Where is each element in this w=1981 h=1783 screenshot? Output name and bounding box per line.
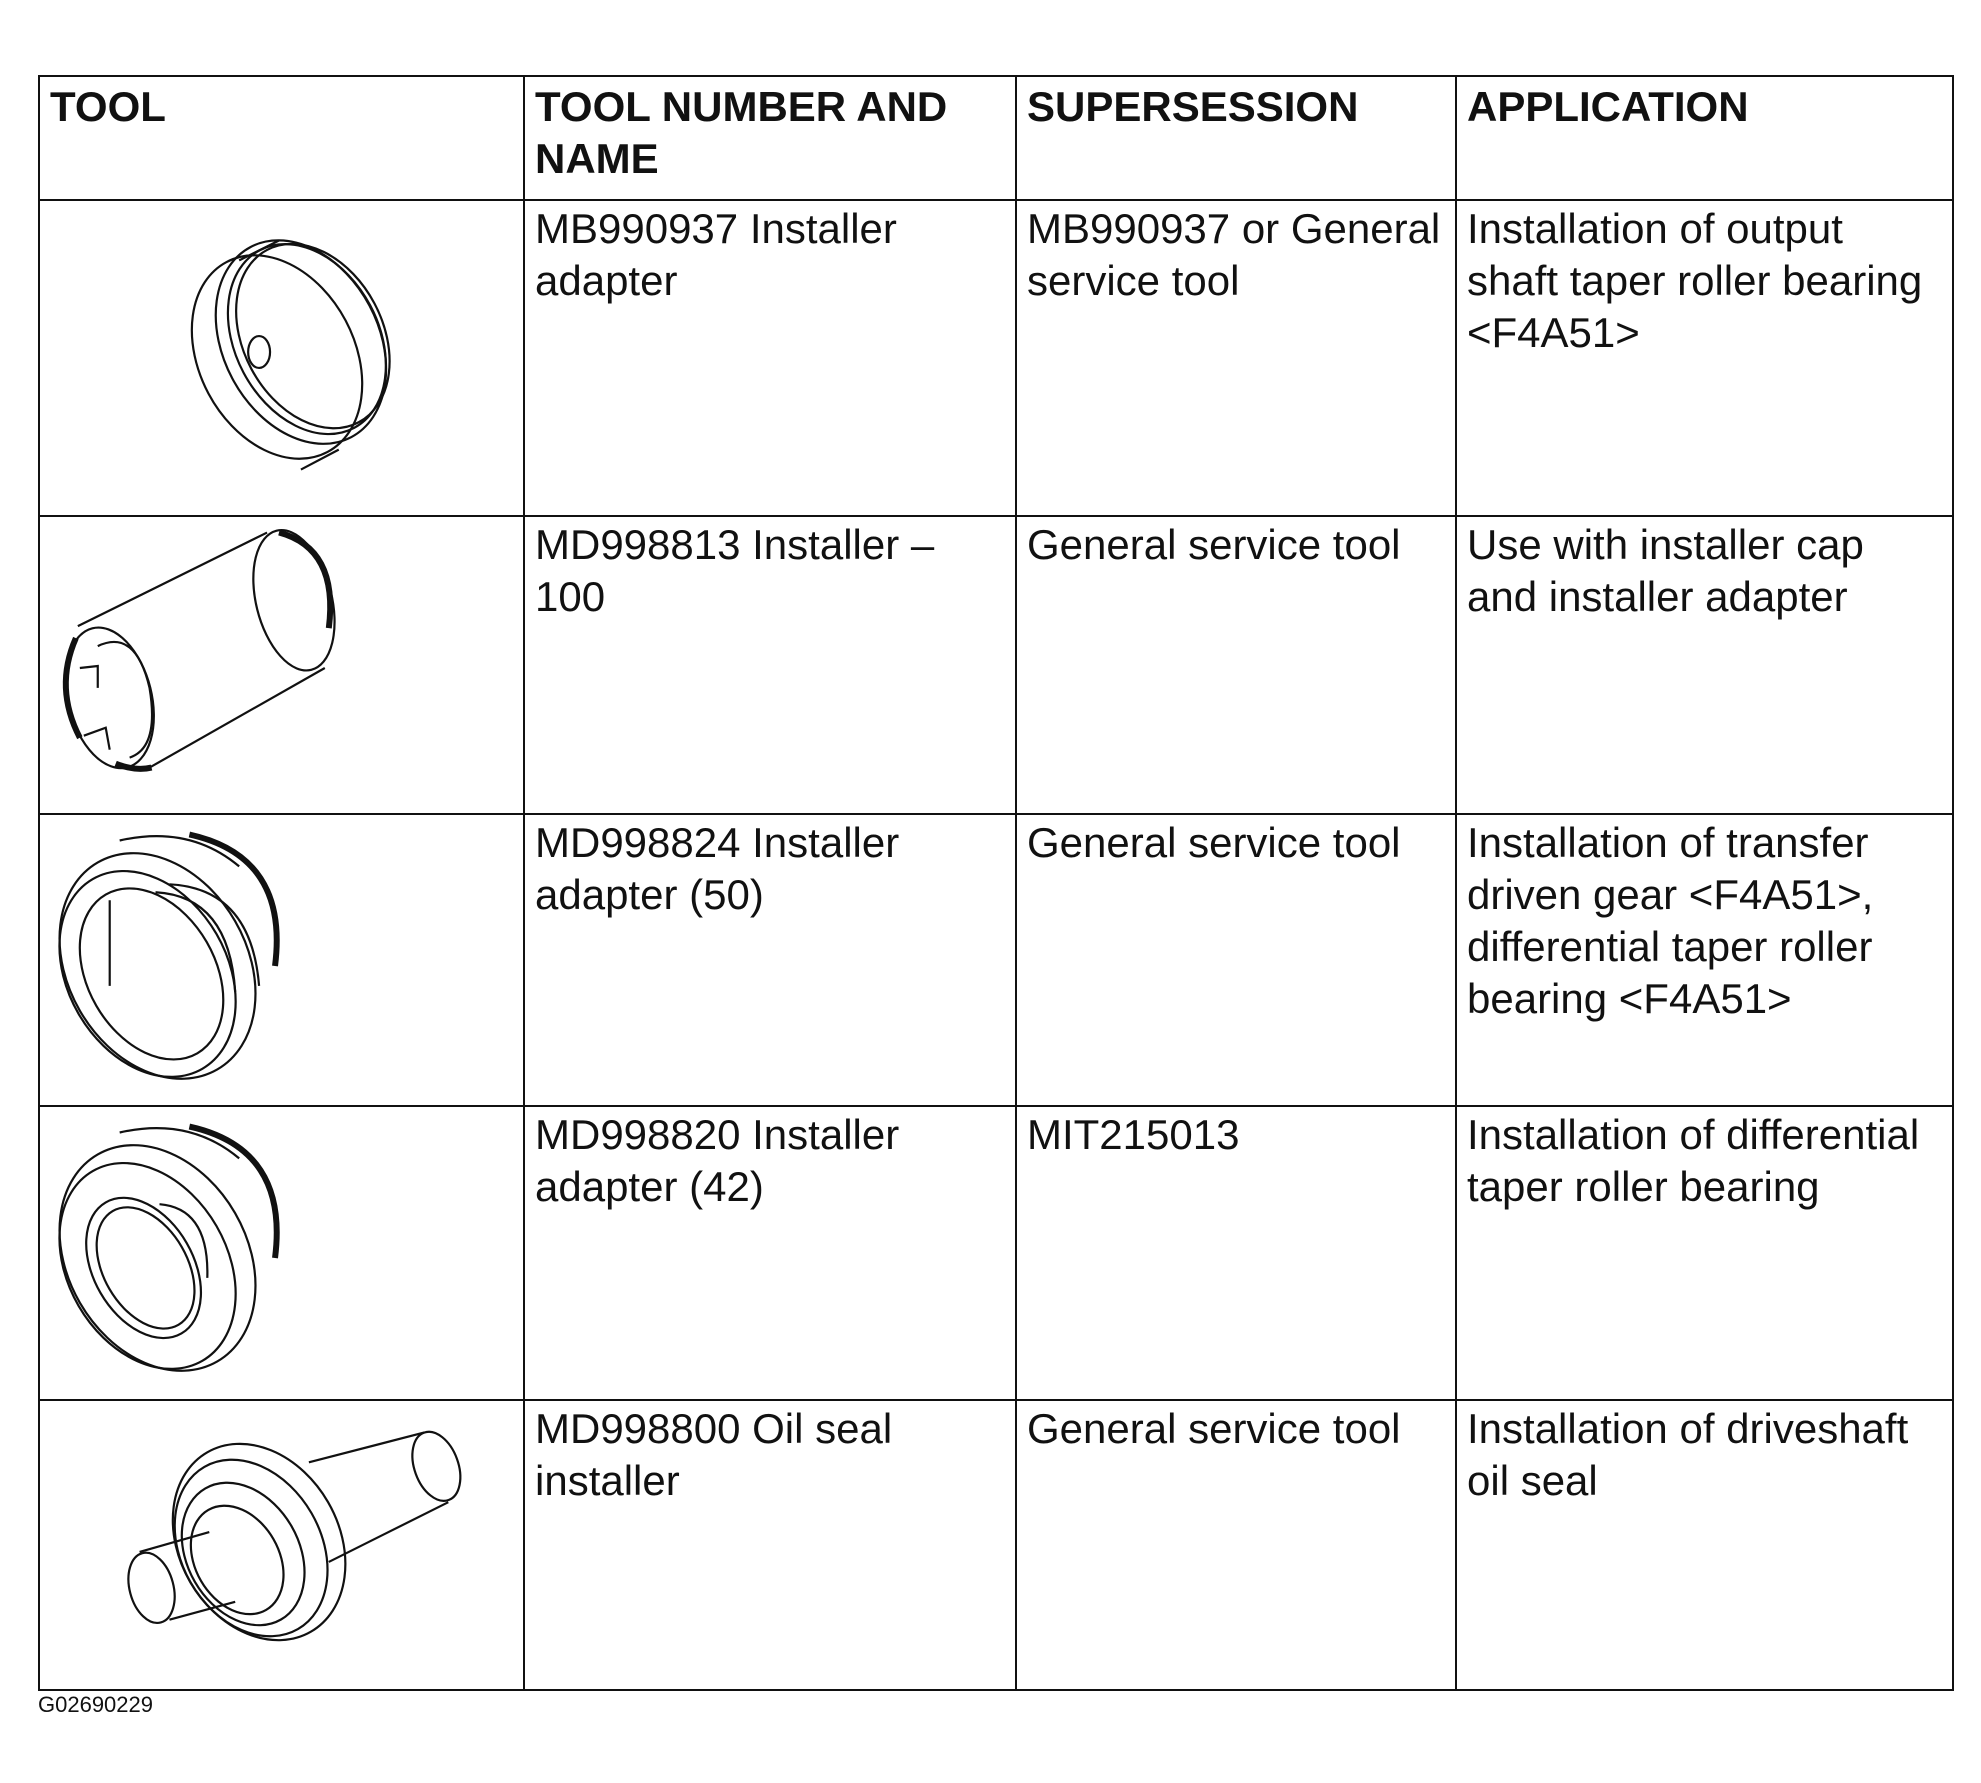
header-application: APPLICATION [1456,76,1953,200]
supersession: General service tool [1016,1400,1456,1690]
tool-illustration-cell [39,814,524,1106]
tool-illustration-cell [39,516,524,814]
figure-id: G02690229 [38,1692,153,1717]
installer-adapter-ring-42-icon [40,1107,523,1399]
supersession: MB990937 or General service tool [1016,200,1456,516]
installer-cylinder-icon [40,517,523,813]
supersession: General service tool [1016,516,1456,814]
special-tools-table [38,75,1954,1691]
header-tool-number-and-name: TOOL NUMBER AND NAME [524,76,1016,200]
application: Installation of driveshaft oil seal [1456,1400,1953,1690]
tool-number-name: MD998820 Installer adapter (42) [524,1106,1016,1400]
application: Use with installer cap and installer adapter [1456,516,1953,814]
tool-number-name: MD998824 Installer adapter (50) [524,814,1016,1106]
tool-number-name: MD998813 Installer – 100 [524,516,1016,814]
installer-adapter-disc-icon [40,201,523,515]
application: Installation of transfer driven gear <F4A51>, differential taper roller bearing <F4A51> [1456,814,1953,1106]
supersession: MIT215013 [1016,1106,1456,1400]
table-row [39,200,1953,516]
application: Installation of differential taper roller bearing [1456,1106,1953,1400]
tool-illustration-cell [39,1400,524,1690]
tool-number-name: MB990937 Installer adapter [524,200,1016,516]
header-tool: TOOL [39,76,524,200]
installer-adapter-ring-50-icon [40,815,523,1105]
table-header-row [39,76,1953,200]
header-supersession: SUPERSESSION [1016,76,1456,200]
tool-number-name: MD998800 Oil seal installer [524,1400,1016,1690]
table-row [39,516,1953,814]
supersession: General service tool [1016,814,1456,1106]
tool-illustration-cell [39,200,524,516]
tool-illustration-cell [39,1106,524,1400]
table-row [39,814,1953,1106]
table-row [39,1106,1953,1400]
oil-seal-installer-icon [40,1401,523,1689]
table-row [39,1400,1953,1690]
application: Installation of output shaft taper roller bearing <F4A51> [1456,200,1953,516]
